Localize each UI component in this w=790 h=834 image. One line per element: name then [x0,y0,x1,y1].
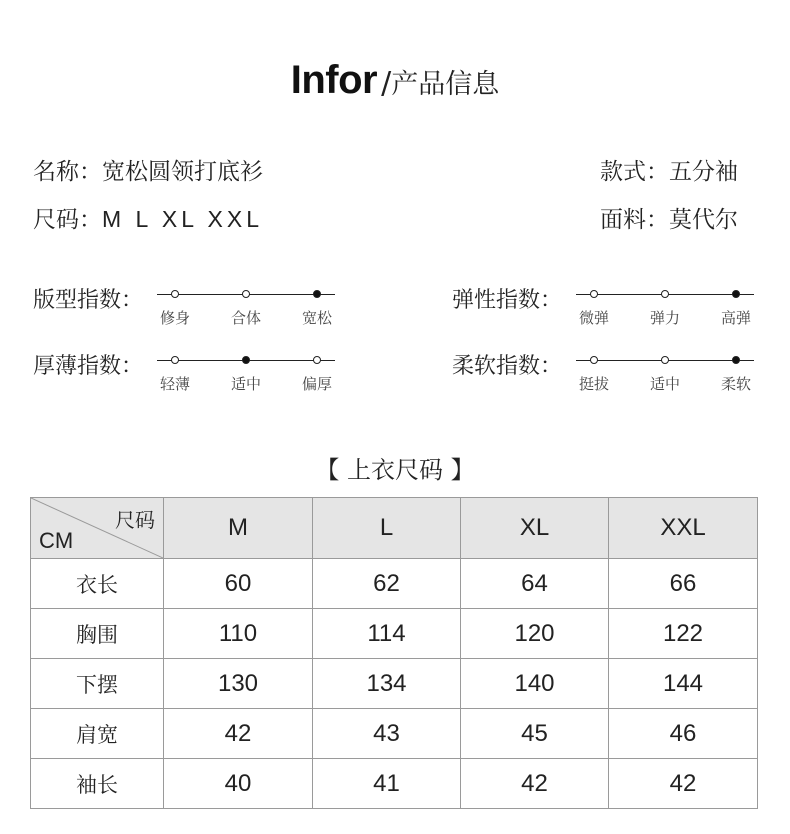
product-style [600,153,738,186]
product-name-value: 宽松圆领打底衫 [102,159,263,185]
table-cell: 43 [313,709,461,759]
title-english: Infor [290,58,378,102]
product-style-value: 五分袖 [669,159,738,185]
row-label: 衣长 [31,559,164,609]
table-cell: 66 [609,559,758,609]
table-cell: 42 [461,759,609,809]
selected-dot-icon [732,356,740,364]
row-label: 胸围 [31,609,164,659]
table-cell: 122 [609,609,758,659]
dot-icon [171,290,179,298]
index-option-label: 轻薄 [159,375,190,393]
product-size-label: 尺码： [33,207,102,233]
page-title [0,58,790,103]
table-cell: 45 [461,709,609,759]
table-cell: 114 [313,609,461,659]
table-row [31,559,758,609]
product-style-label: 款式： [600,159,669,185]
table-cell: 42 [164,709,313,759]
title-separator: / [381,66,392,101]
index-option-label: 挺拔 [578,375,609,393]
table-row [31,759,758,809]
table-cell: 46 [609,709,758,759]
table-cell: 62 [313,559,461,609]
index-option-label: 弹力 [649,309,680,327]
index-label: 厚薄指数： [33,354,144,379]
selected-dot-icon [732,290,740,298]
index-option-label: 柔软 [720,375,751,393]
size-table-title: 【 上衣尺码 】 [315,456,475,484]
index-option-label: 适中 [649,375,680,393]
index-option-label: 适中 [230,375,261,393]
index-option-label: 宽松 [301,309,332,327]
table-cell: 130 [164,659,313,709]
row-label: 肩宽 [31,709,164,759]
product-size-value: M L XL XXL [102,206,264,232]
table-cell: 60 [164,559,313,609]
selected-dot-icon [313,290,321,298]
table-cell: 42 [609,759,758,809]
table-cell: 64 [461,559,609,609]
size-table-header-row [31,498,758,559]
row-label: 袖长 [31,759,164,809]
index-option-label: 修身 [159,309,190,327]
table-cell: 41 [313,759,461,809]
table-row [31,659,758,709]
table-row [31,609,758,659]
table-cell: 120 [461,609,609,659]
product-fabric [600,201,738,234]
table-row [31,709,758,759]
table-cell: 140 [461,659,609,709]
table-cell: 110 [164,609,313,659]
dot-icon [590,290,598,298]
index-option-label: 合体 [230,309,261,327]
size-table [30,497,758,809]
dot-icon [171,356,179,364]
table-cell: 144 [609,659,758,709]
product-name [33,153,263,186]
product-size [33,201,263,234]
index-option-label: 高弹 [720,309,751,327]
dot-icon [661,356,669,364]
table-cell: 134 [313,659,461,709]
column-header-m: M [164,498,313,559]
index-option-label: 微弹 [578,309,609,327]
selected-dot-icon [242,356,250,364]
product-fabric-value: 莫代尔 [669,207,738,233]
column-header-l: L [313,498,461,559]
column-header-xxl: XXL [609,498,758,559]
product-fabric-label: 面料： [600,207,669,233]
index-label: 版型指数： [33,288,144,313]
title-chinese: 产品信息 [391,69,500,100]
dot-icon [313,356,321,364]
table-cell: 40 [164,759,313,809]
corner-unit-label: CM [39,528,74,553]
row-label: 下摆 [31,659,164,709]
dot-icon [661,290,669,298]
column-header-xl: XL [461,498,609,559]
index-option-label: 偏厚 [301,375,332,393]
size-table-corner [31,498,164,559]
dot-icon [242,290,250,298]
index-label: 柔软指数： [452,354,563,379]
dot-icon [590,356,598,364]
index-label: 弹性指数： [452,288,563,313]
corner-size-label: 尺码 [115,508,155,532]
product-name-label: 名称： [33,159,102,185]
